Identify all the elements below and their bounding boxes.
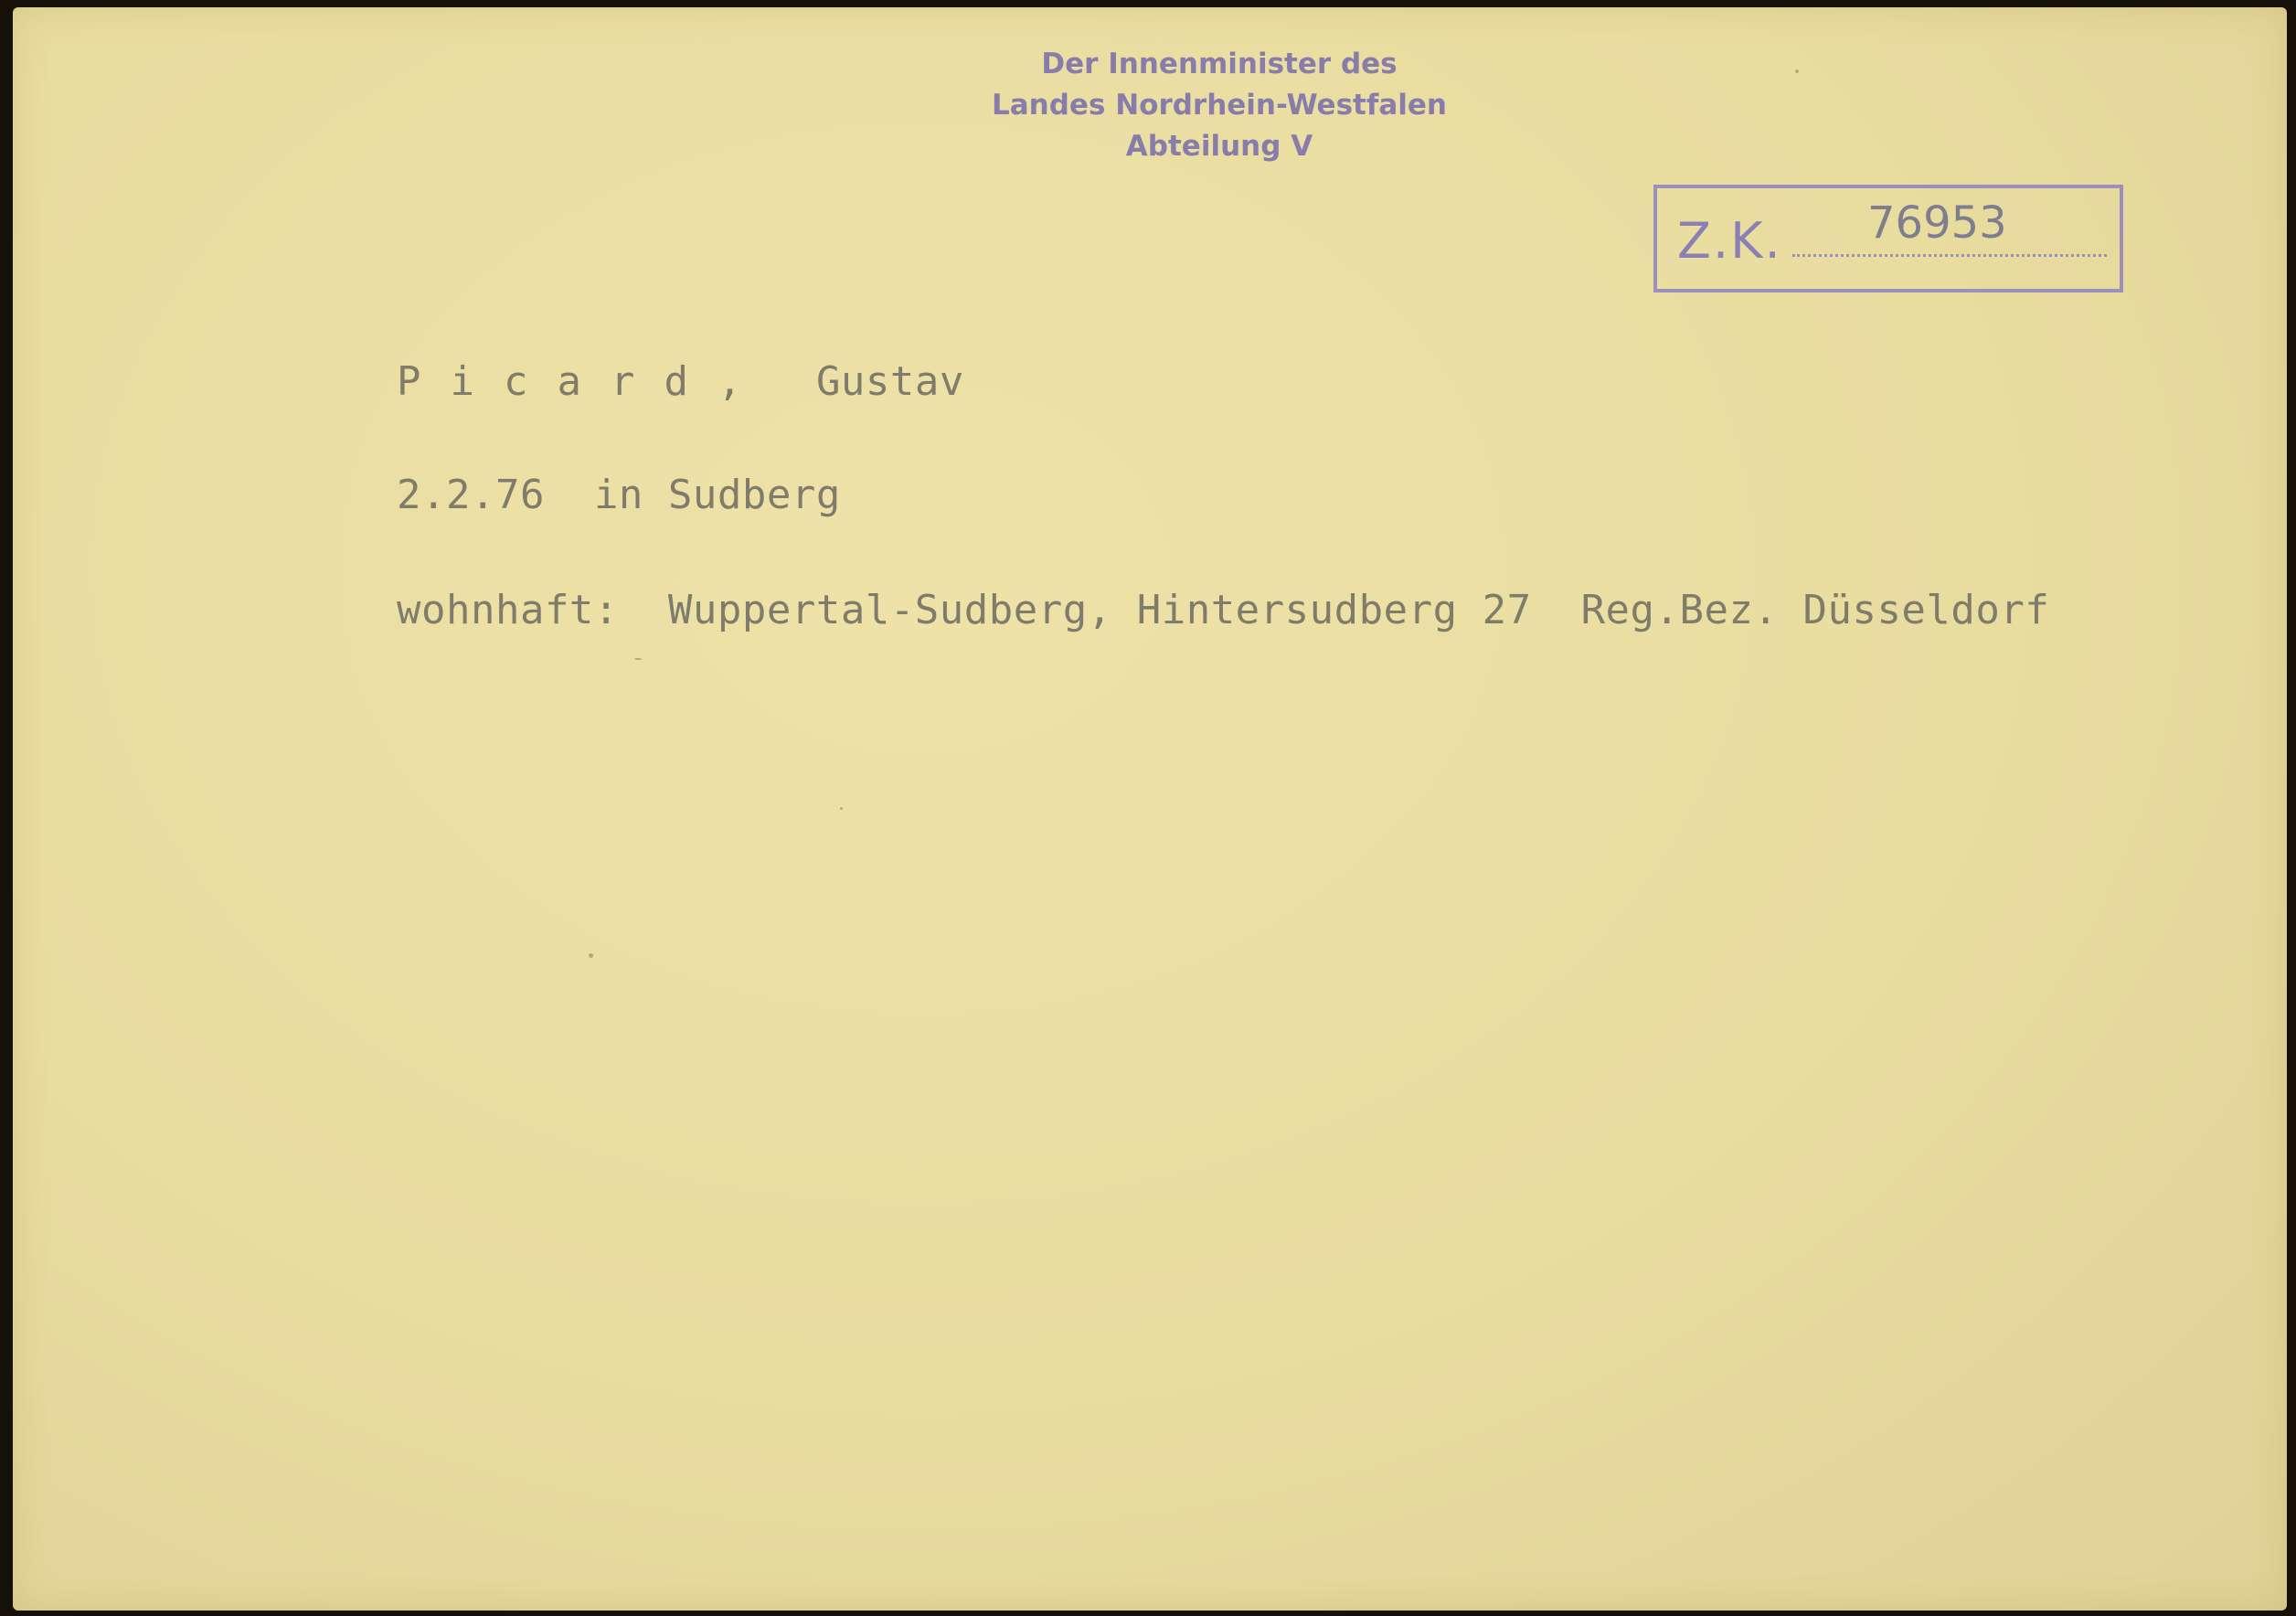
- birth-place-prefix: in: [593, 472, 643, 518]
- index-card: [13, 7, 2287, 1611]
- file-number-value: 76953: [1867, 197, 2007, 249]
- residence-label: wohnhaft:: [397, 587, 619, 633]
- file-number-dotted-line: [1792, 254, 2107, 257]
- address-line: [397, 587, 2049, 633]
- birth-date: 2.2.76: [397, 472, 545, 518]
- name-line: [397, 358, 964, 405]
- surname: Picard: [397, 358, 718, 405]
- ministry-stamp-line1: Der Innenminister des: [1041, 48, 1398, 80]
- file-number-label: Z.K.: [1677, 212, 1782, 270]
- file-number-stamp: [1653, 185, 2123, 292]
- district: Reg.Bez. Düsseldorf: [1580, 587, 2050, 633]
- birth-line: [397, 472, 841, 518]
- paper-speck: [840, 807, 843, 810]
- ministry-stamp-line3: Abteilung V: [1125, 130, 1313, 163]
- residence-address: Wuppertal-Sudberg, Hintersudberg 27: [667, 587, 1532, 633]
- paper-speck: [1795, 69, 1799, 73]
- name-separator: ,: [717, 358, 742, 405]
- paper-speck: [634, 658, 642, 660]
- given-name: Gustav: [815, 358, 964, 405]
- ministry-stamp-line2: Landes Nordrhein-Westfalen: [992, 89, 1447, 122]
- birth-place: Sudberg: [667, 472, 841, 518]
- paper-speck: [589, 953, 593, 958]
- ministry-stamp: [963, 44, 1475, 167]
